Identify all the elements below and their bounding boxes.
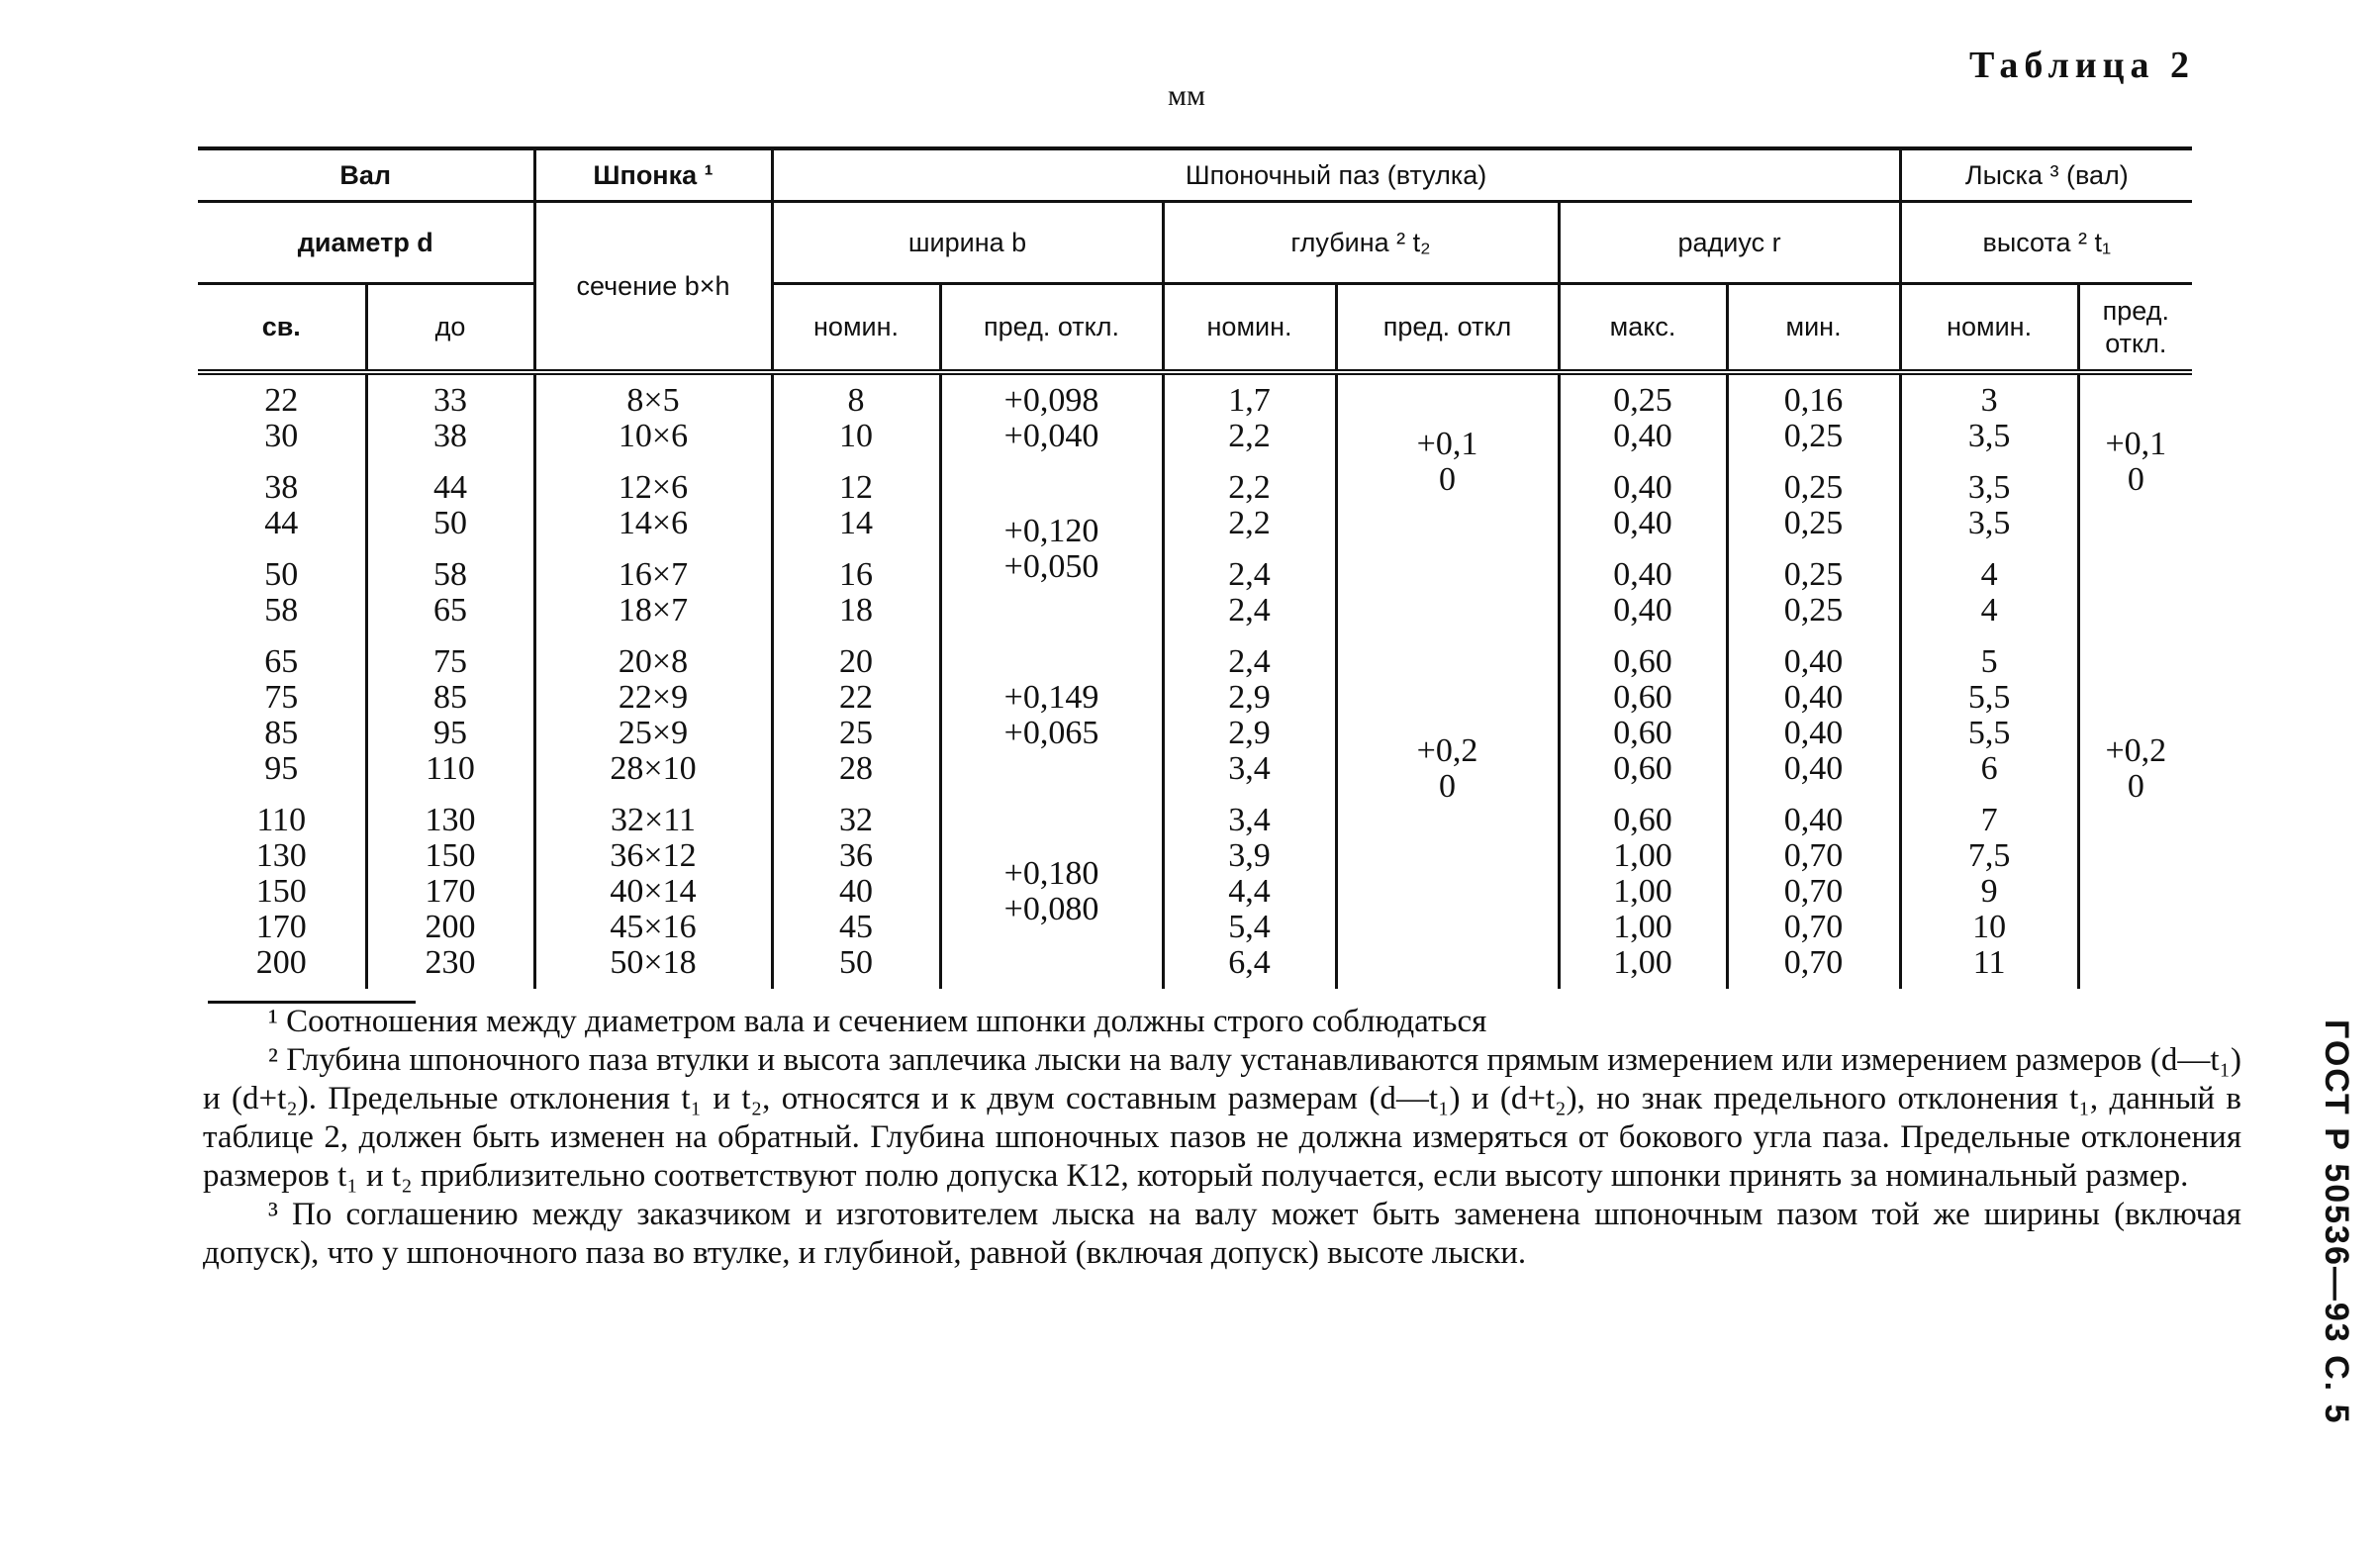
header-key-section: сечение b×h bbox=[534, 202, 772, 373]
table-cell-value: 0 bbox=[1439, 461, 1457, 498]
table-cell-value: 3,4 bbox=[1228, 750, 1271, 787]
header-width-nominal: номин. bbox=[772, 284, 940, 373]
table-cell-value: 10×6 bbox=[618, 418, 689, 454]
table-cell-value: 45×16 bbox=[610, 909, 697, 945]
header-width-limit-dev: пред. откл. bbox=[940, 284, 1163, 373]
table-cell-value: 0,60 bbox=[1613, 802, 1672, 838]
table-cell-value: 85 bbox=[264, 715, 299, 751]
table-cell-value: 12 bbox=[839, 469, 874, 506]
table-cell-value: 4,4 bbox=[1228, 873, 1271, 910]
table-cell-value: 1,00 bbox=[1613, 944, 1672, 981]
table-cell-value: 25 bbox=[839, 715, 874, 751]
table-cell-value: 0,40 bbox=[1613, 592, 1672, 629]
table-cell-value: 20×8 bbox=[618, 643, 689, 680]
table-cell-value: 3 bbox=[1980, 382, 1998, 419]
table-cell-value: +0,040 bbox=[1003, 418, 1099, 454]
table-cell-value: 25×9 bbox=[618, 715, 689, 751]
table-cell-value: 16×7 bbox=[618, 556, 689, 593]
header-flat-nominal: номин. bbox=[1900, 284, 2078, 373]
header-flat-height: высота ² t₁ bbox=[1900, 202, 2192, 284]
header-width: ширина b bbox=[772, 202, 1163, 284]
table-cell-value: 2,9 bbox=[1228, 715, 1271, 751]
table-cell-value: 0,40 bbox=[1783, 750, 1844, 787]
table-row bbox=[198, 549, 2192, 636]
header-keyway: Шпоночный паз (втулка) bbox=[772, 150, 1900, 202]
table-cell-value: 3,5 bbox=[1967, 505, 2011, 541]
table-cell-value: +0,065 bbox=[1003, 715, 1099, 751]
header-flat: Лыска ³ (вал) bbox=[1900, 150, 2192, 202]
header-to: до bbox=[366, 284, 534, 373]
table-cell-value: 0,40 bbox=[1783, 715, 1844, 751]
standard-page-label: ГОСТ Р 50536—93 С. 5 bbox=[2318, 1019, 2355, 1425]
table-cell-value: 150 bbox=[425, 837, 476, 874]
table-cell-value: 4 bbox=[1980, 592, 1998, 629]
table-cell-value: 0,40 bbox=[1613, 469, 1672, 506]
table-cell-value: 0 bbox=[2127, 461, 2144, 498]
table-cell-value: 0,60 bbox=[1613, 643, 1672, 680]
table-cell-value: 2,4 bbox=[1228, 556, 1271, 593]
table-cell-value: 40×14 bbox=[610, 873, 697, 910]
table-cell-value: 58 bbox=[264, 592, 299, 629]
table-cell-value: 11 bbox=[1972, 944, 2006, 981]
header-radius: радиус r bbox=[1559, 202, 1900, 284]
table-cell-value: 44 bbox=[433, 469, 467, 506]
table-cell-value: 170 bbox=[255, 909, 307, 945]
table-cell-value: 95 bbox=[433, 715, 467, 751]
table-cell-value: 5,5 bbox=[1967, 715, 2011, 751]
table-cell-value: 230 bbox=[425, 944, 476, 981]
table-cell-value: 95 bbox=[264, 750, 299, 787]
table-cell-value: 4 bbox=[1980, 556, 1998, 593]
table-cell-value: 38 bbox=[264, 469, 299, 506]
table-cell-value: 110 bbox=[426, 750, 475, 787]
table-label: Таблица 2 bbox=[1969, 45, 2196, 86]
table-cell-value: 28 bbox=[839, 750, 874, 787]
header-depth-limit-dev: пред. откл bbox=[1336, 284, 1559, 373]
table-cell-value: 6 bbox=[1980, 750, 1998, 787]
table-cell-value: 30 bbox=[264, 418, 299, 454]
table-cell-value: 44 bbox=[264, 505, 299, 541]
footnote-1: ¹ Соотношения между диаметром вала и сечением шпонки должны строго соблюдаться bbox=[268, 1004, 1487, 1039]
table-cell-value: 50 bbox=[264, 556, 299, 593]
table-cell-value: 14×6 bbox=[618, 505, 689, 541]
table-cell-value: 0,70 bbox=[1783, 944, 1844, 981]
table-cell-value: 0,25 bbox=[1783, 592, 1844, 629]
table-cell-value: 0,25 bbox=[1783, 418, 1844, 454]
table-row bbox=[198, 462, 2192, 549]
table-cell-value: 5 bbox=[1980, 643, 1998, 680]
table-cell-value: 1,00 bbox=[1613, 837, 1672, 874]
table-cell-value: 5,5 bbox=[1967, 679, 2011, 716]
key-dimensions-table bbox=[198, 150, 2192, 989]
table-cell-value: 58 bbox=[433, 556, 467, 593]
table-cell-value: +0,180 bbox=[1003, 855, 1099, 892]
header-key: Шпонка ¹ bbox=[534, 150, 772, 202]
table-cell-value: 38 bbox=[433, 418, 467, 454]
table-cell-value: 0,16 bbox=[1783, 382, 1844, 419]
table-cell-value: 22×9 bbox=[618, 679, 689, 716]
table-cell-value: 3,5 bbox=[1967, 469, 2011, 506]
table-cell-value: 22 bbox=[839, 679, 874, 716]
table-cell-value: 75 bbox=[264, 679, 299, 716]
table-cell-value: 75 bbox=[433, 643, 467, 680]
table-cell-value: 2,9 bbox=[1228, 679, 1271, 716]
table-cell-value: 10 bbox=[839, 418, 874, 454]
table-cell-value: 0,25 bbox=[1613, 382, 1672, 419]
table-cell-value: +0,2 bbox=[1416, 732, 1478, 769]
header-from: св. bbox=[198, 284, 366, 373]
table-cell-value: 130 bbox=[425, 802, 476, 838]
header-depth-nominal: номин. bbox=[1163, 284, 1336, 373]
table-cell-value: 14 bbox=[839, 505, 874, 541]
table-cell-value: 5,4 bbox=[1228, 909, 1271, 945]
table-cell-value: 0 bbox=[1439, 768, 1457, 805]
table-cell-value: +0,2 bbox=[2105, 732, 2167, 769]
footnote-3: ³ По соглашению между заказчиком и изготовителем лыска на валу может быть заменена шпоночным пазом той же ширины (включая допуск), что у шпоночного паза во втулке, и глубиной, равной (включая допуск) высоте лыски. bbox=[203, 1197, 2241, 1271]
table-cell-value: 36 bbox=[839, 837, 874, 874]
header-depth: глубина ² t₂ bbox=[1163, 202, 1559, 284]
table-cell-value: 3,5 bbox=[1967, 418, 2011, 454]
table-cell-value: 0,70 bbox=[1783, 873, 1844, 910]
table-cell-value: +0,1 bbox=[2105, 426, 2167, 462]
table-cell-value: 200 bbox=[255, 944, 307, 981]
table-cell-value: 1,00 bbox=[1613, 873, 1672, 910]
table-cell-value: 2,2 bbox=[1228, 505, 1271, 541]
table-cell-value: +0,050 bbox=[1003, 548, 1099, 585]
header-radius-min: мин. bbox=[1727, 284, 1900, 373]
table-cell-value: 2,2 bbox=[1228, 469, 1271, 506]
table-cell-value: 0,25 bbox=[1783, 469, 1844, 506]
table-cell-value: 0,70 bbox=[1783, 909, 1844, 945]
side-label bbox=[2306, 1019, 2365, 1514]
table-cell-value: 2,4 bbox=[1228, 592, 1271, 629]
table-cell-value: 150 bbox=[255, 873, 307, 910]
table-cell-value: 7 bbox=[1980, 802, 1998, 838]
table-cell-value: 0,40 bbox=[1613, 505, 1672, 541]
table-cell-value: 200 bbox=[425, 909, 476, 945]
table-cell-value: 170 bbox=[425, 873, 476, 910]
units-label: мм bbox=[1168, 79, 1205, 112]
table-cell-value: 32×11 bbox=[611, 802, 696, 838]
table-row bbox=[198, 372, 2192, 462]
table-cell-value: 65 bbox=[433, 592, 467, 629]
table-cell-value: 8×5 bbox=[626, 382, 680, 419]
header-radius-max: макс. bbox=[1559, 284, 1727, 373]
table-cell-value: 28×10 bbox=[610, 750, 697, 787]
table-cell-value: 0,40 bbox=[1613, 556, 1672, 593]
table-cell-value: +0,080 bbox=[1003, 891, 1099, 927]
table-cell-value: +0,1 bbox=[1416, 426, 1478, 462]
table-cell-value: 0,60 bbox=[1613, 750, 1672, 787]
table-cell-value: 18 bbox=[839, 592, 874, 629]
table-cell-value: 0,25 bbox=[1783, 505, 1844, 541]
table-row bbox=[198, 795, 2192, 989]
footnotes bbox=[203, 997, 2241, 1273]
table-cell-value: 85 bbox=[433, 679, 467, 716]
table-cell-value: 6,4 bbox=[1228, 944, 1271, 981]
table-cell-value: 10 bbox=[1972, 909, 2007, 945]
table-cell-value: 12×6 bbox=[618, 469, 689, 506]
table-row bbox=[198, 636, 2192, 795]
table-cell-value: 36×12 bbox=[610, 837, 697, 874]
table-cell-value: +0,098 bbox=[1003, 382, 1099, 419]
table-cell-value: 2,4 bbox=[1228, 643, 1271, 680]
table-cell-value: +0,120 bbox=[1003, 513, 1099, 549]
table-cell-value: 50 bbox=[839, 944, 874, 981]
table-cell-value: 0 bbox=[2127, 768, 2144, 805]
table-cell-value: 9 bbox=[1980, 873, 1998, 910]
table-cell-value: 0,40 bbox=[1613, 418, 1672, 454]
header-flat-limit-dev: пред. откл. bbox=[2078, 284, 2192, 373]
table-cell-value: 0,70 bbox=[1783, 837, 1844, 874]
table-cell-value: 40 bbox=[839, 873, 874, 910]
table-cell-value: 1,7 bbox=[1228, 382, 1271, 419]
table-cell-value: 7,5 bbox=[1967, 837, 2011, 874]
table-cell-value: 45 bbox=[839, 909, 874, 945]
table-cell-value: 22 bbox=[264, 382, 299, 419]
table-cell-value: 110 bbox=[256, 802, 307, 838]
table-cell-value: 0,25 bbox=[1783, 556, 1844, 593]
table-cell-value: 0,60 bbox=[1613, 679, 1672, 716]
table-body bbox=[198, 372, 2192, 989]
header-shaft: Вал bbox=[198, 150, 534, 202]
table-cell-value: 2,2 bbox=[1228, 418, 1271, 454]
table-cell-value: 130 bbox=[255, 837, 307, 874]
table-cell-value: 8 bbox=[847, 382, 865, 419]
table-cell-value: 1,00 bbox=[1613, 909, 1672, 945]
table-cell-value: 0,40 bbox=[1783, 802, 1844, 838]
table-cell-value: 0,40 bbox=[1783, 679, 1844, 716]
header-shaft-diameter: диаметр d bbox=[198, 202, 534, 284]
table-cell-value: 33 bbox=[433, 382, 467, 419]
table-cell-value: 3,4 bbox=[1228, 802, 1271, 838]
table-cell-value: 50 bbox=[433, 505, 467, 541]
table-cell-value: 18×7 bbox=[618, 592, 689, 629]
table-cell-value: 32 bbox=[839, 802, 874, 838]
table-cell-value: 50×18 bbox=[610, 944, 697, 981]
table-cell-value: 65 bbox=[264, 643, 299, 680]
table-cell-value: +0,149 bbox=[1003, 679, 1099, 716]
table-cell-value: 20 bbox=[839, 643, 874, 680]
table-cell-value: 16 bbox=[839, 556, 874, 593]
table-cell-value: 0,40 bbox=[1783, 643, 1844, 680]
table-cell-value: 0,60 bbox=[1613, 715, 1672, 751]
table-cell-value: 3,9 bbox=[1228, 837, 1271, 874]
footnote-2: ² Глубина шпоночного паза втулки и высота заплечика лыски на валу устанавливаются прямым измерением или измерением размеров (d—t₁) и (d+t₂). Предельные отклонения t₁ и t₂, относятся и к двум составным размерам (d—t₁) и (d+t₂), но знак предельного отклонения t₁, данный в таблице 2, должен быть изменен на обратный. Глубина шпоночных пазов не должна измеряться от бокового угла паза. Предельные отклонения размеров t₁ и t₂ приблизительно соответствуют полю допуска К12, который получается, если высоту шпонки принять за номинальный размер. bbox=[203, 1042, 2241, 1194]
